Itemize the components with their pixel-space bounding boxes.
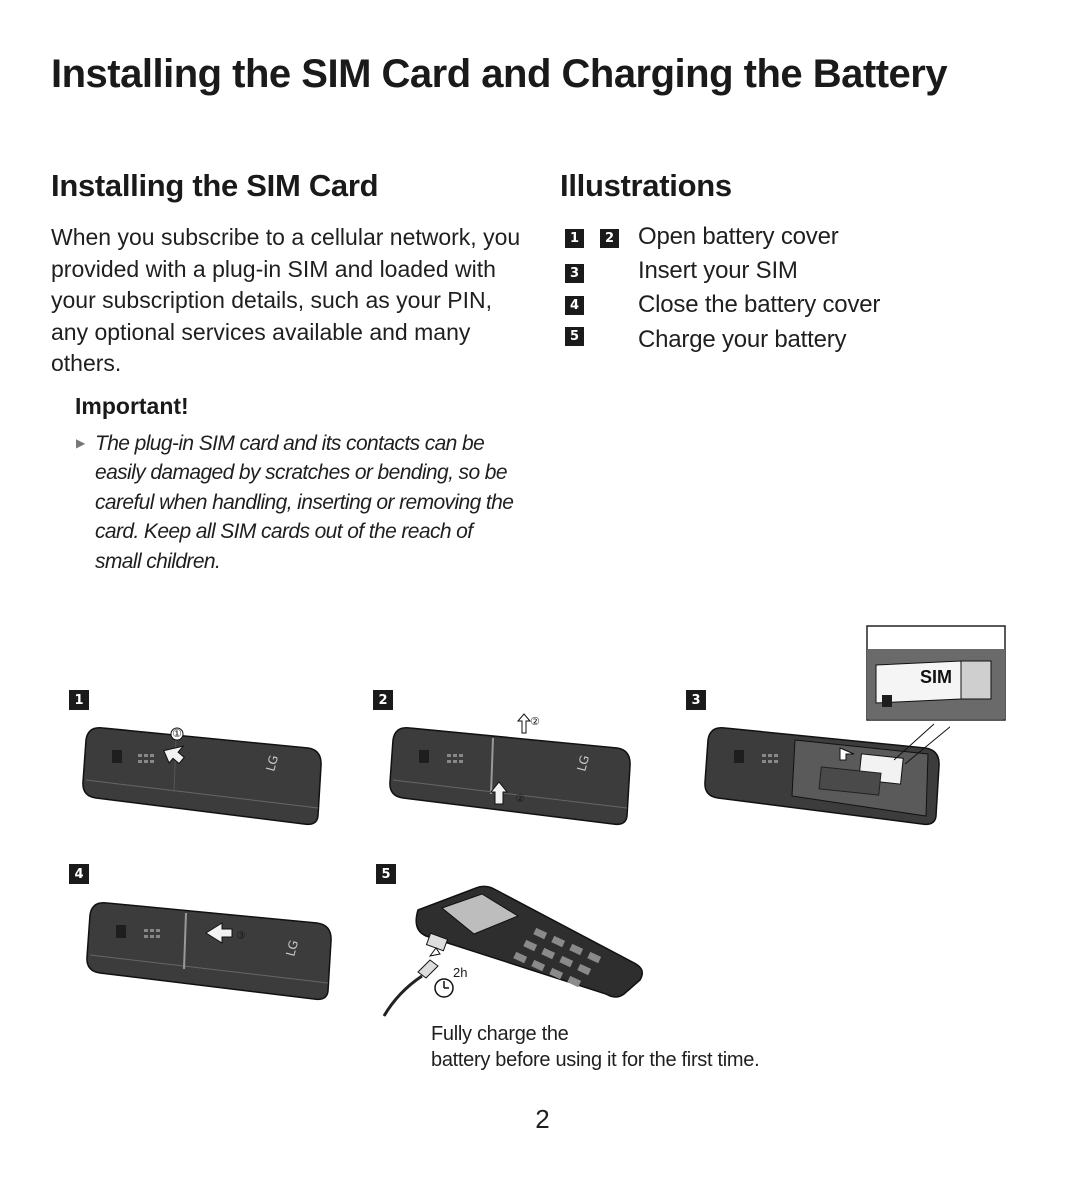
arrow-label-2-top: ② bbox=[530, 716, 540, 728]
caption-line-1: Fully charge the bbox=[431, 1023, 569, 1045]
phone-back-illustration-step4 bbox=[82, 895, 337, 1005]
section-heading-install-sim: Installing the SIM Card bbox=[51, 168, 379, 203]
step-badge-4: 4 bbox=[69, 864, 89, 884]
list-badge: 4 bbox=[565, 296, 584, 315]
arrow-label-2-bottom: ② bbox=[515, 793, 525, 805]
list-item-open-cover: Open battery cover bbox=[638, 223, 839, 250]
list-badge: 2 bbox=[600, 229, 619, 248]
page-number: 2 bbox=[535, 1104, 550, 1134]
list-item-close-cover: Close the battery cover bbox=[638, 291, 881, 318]
step-badge-3: 3 bbox=[686, 690, 706, 710]
phone-open-illustration-step3 bbox=[700, 720, 950, 830]
important-heading: Important! bbox=[75, 393, 189, 419]
step-badge-1: 1 bbox=[69, 690, 89, 710]
list-item-insert-sim: Insert your SIM bbox=[638, 257, 798, 284]
arrow-label-1: ① bbox=[172, 728, 182, 740]
phone-front-charging-illustration bbox=[378, 882, 658, 1022]
list-badge: 3 bbox=[565, 264, 584, 283]
svg-text:LG: LG bbox=[574, 753, 593, 773]
intro-paragraph: When you subscribe to a cellular network, you provided with a plug-in SIM and loaded with your subscription details, such as your PIN, any optional services available and many others. bbox=[51, 224, 521, 376]
phone-back-illustration-step2 bbox=[385, 720, 640, 830]
sim-label: SIM bbox=[920, 667, 953, 687]
caption-line-2: battery before using it for the first time. bbox=[431, 1049, 760, 1071]
list-badge: 1 bbox=[565, 229, 584, 248]
section-heading-illustrations: Illustrations bbox=[560, 168, 732, 203]
important-note: The plug-in SIM card and its contacts can be easily damaged by scratches or bending, so be careful when handling, inserting or removing the card. Keep all SIM cards out of the reach of small children. bbox=[95, 432, 514, 573]
charge-time-label: 2h bbox=[453, 965, 468, 980]
step-badge-2: 2 bbox=[373, 690, 393, 710]
svg-text:LG: LG bbox=[263, 753, 282, 773]
list-item-charge: Charge your battery bbox=[638, 326, 847, 353]
step-badge-5: 5 bbox=[376, 864, 396, 884]
list-badge: 5 bbox=[565, 327, 584, 346]
page-title: Installing the SIM Card and Charging the Battery bbox=[51, 52, 948, 96]
svg-text:LG: LG bbox=[283, 938, 302, 958]
phone-back-illustration-step1 bbox=[78, 720, 328, 830]
bullet-triangle-icon: ▶ bbox=[76, 436, 86, 450]
arrow-label-3: ③ bbox=[236, 930, 246, 942]
